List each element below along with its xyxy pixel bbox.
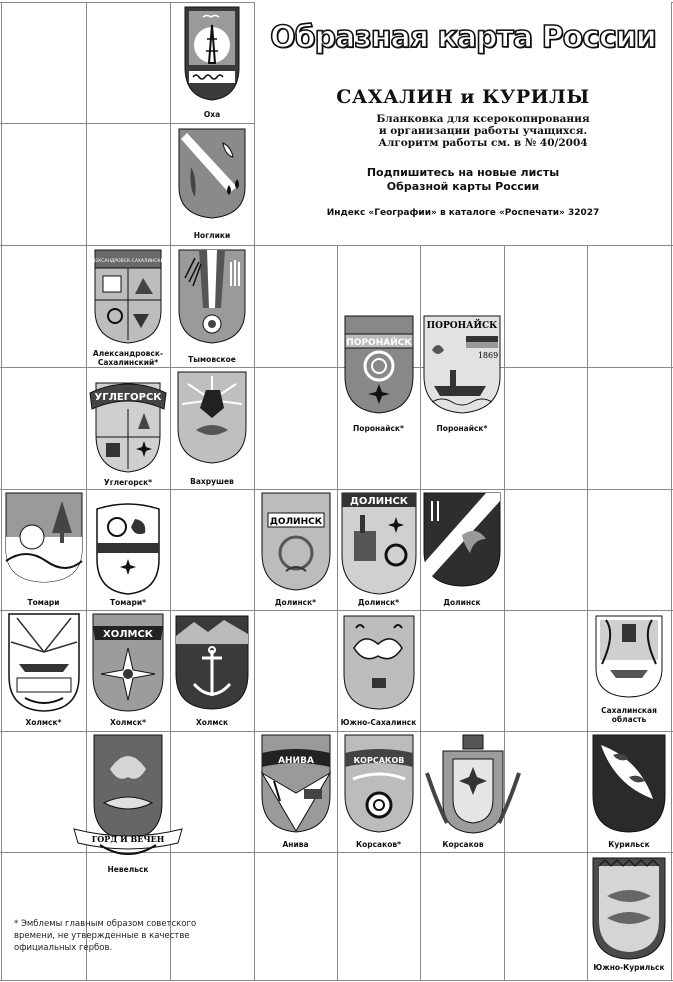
emblem-label: Сахалинская область	[601, 706, 657, 724]
emblem-label: Вахрушев	[190, 477, 234, 486]
emblem-yuzhno-sakhalinsk	[337, 610, 420, 731]
emblem-label: Александровск-Сахалинский*	[92, 349, 164, 367]
emblem-label: Холмск*	[25, 718, 62, 727]
tymovskoe-shield-icon	[177, 248, 247, 344]
nevelsk-ribbon-text: ГОРД И ВЕЧЕН	[91, 834, 165, 844]
emblem-aleksandrovsk	[86, 245, 170, 367]
emblem-dolinsk-2	[337, 489, 420, 610]
aleksandrovsk-shield-icon	[88, 248, 168, 344]
emblem-label: Анива	[282, 840, 309, 849]
emblem-kholmsk-1	[1, 610, 86, 731]
uglegorsk-shield-icon	[88, 369, 168, 473]
korsakov-crowned-shield-icon	[423, 733, 523, 837]
aleks-band-text: АЛЕКСАНДРОВСК-САХАЛИНСКИЙ	[88, 259, 168, 264]
poronaisk2-year: 1869	[477, 351, 499, 360]
emblem-label: Долинск	[443, 598, 481, 607]
emblem-label: Поронайск*	[353, 424, 404, 433]
subscribe-line: Подпишитесь на новые листы	[366, 166, 560, 179]
aniva-shield-icon	[260, 733, 332, 833]
emblem-nogliki	[170, 123, 254, 245]
emblem-label: Тымовское	[188, 355, 236, 364]
emblem-label: Холмск*	[109, 718, 147, 727]
emblem-poronaisk-1	[337, 310, 420, 440]
emblem-tomari-1	[1, 489, 86, 610]
vakhrushev-shield-icon	[176, 370, 248, 464]
poronaisk-ship-shield-icon	[422, 314, 502, 414]
nevelsk-shield-icon	[70, 733, 186, 863]
emblem-label: Оха	[203, 110, 221, 119]
nogliki-shield-icon	[177, 127, 247, 219]
emblem-label: Углегорск*	[103, 478, 153, 487]
emblem-aniva	[254, 731, 337, 852]
kurilsk-shield-icon	[591, 733, 667, 833]
emblem-label: Южно-Сахалинск	[340, 718, 417, 727]
emblem-korsakov-1	[337, 731, 420, 852]
emblem-uglegorsk	[86, 367, 170, 489]
kholmsk-compass-shield-icon	[91, 612, 165, 712]
region-title: САХАЛИН и КУРИЛЫ	[336, 86, 590, 108]
emblem-kholmsk-3	[170, 610, 254, 731]
emblem-sakhalin-oblast	[587, 610, 671, 731]
poronaisk-band-text: ПОРОНАЙСК	[345, 338, 412, 348]
okha-shield-icon	[183, 5, 241, 101]
subtitle-line: Алгоритм работы см. в № 40/2004	[378, 137, 588, 149]
kholmsk2-band-text: ХОЛМСК	[103, 629, 153, 640]
emblem-poronaisk-2	[420, 310, 504, 440]
emblem-label: Томари*	[109, 598, 146, 607]
emblem-tymovskoe	[170, 245, 254, 367]
yuzhno-sakhalinsk-shield-icon	[342, 614, 416, 710]
title-block	[255, 2, 671, 242]
emblem-label: Корсаков	[442, 840, 484, 849]
dolinsk-eagle-shield-icon	[422, 491, 502, 587]
kholmsk-anchor-shield-icon	[174, 614, 250, 710]
poronaisk-shield-icon	[343, 314, 415, 414]
aniva-band-text: АНИВА	[277, 756, 314, 766]
subtitle-line: Бланковка для ксерокопирования	[376, 113, 590, 125]
yuzhno-kurilsk-shield-icon	[591, 856, 667, 960]
emblem-nevelsk	[64, 731, 192, 881]
emblem-yuzhno-kurilsk	[587, 852, 671, 980]
korsakov-band-text: КОРСАКОВ	[353, 756, 404, 765]
dolinsk-factory-shield-icon	[340, 491, 418, 595]
korsakov-shield-icon	[343, 733, 415, 833]
subtitle-line: и организации работы учащихся.	[378, 125, 588, 137]
subscribe-line: Образной карты России	[386, 180, 540, 193]
emblem-tomari-2	[86, 489, 170, 610]
tomari-shield-icon	[4, 491, 84, 583]
emblem-kurilsk	[587, 731, 671, 852]
emblem-label: Поронайск*	[436, 424, 488, 433]
oblast-shield-icon	[594, 614, 664, 698]
emblem-label: Южно-Курильск	[593, 963, 665, 972]
index-line: Индекс «Географии» в каталоге «Роспечати» 32027	[326, 208, 600, 218]
emblem-label: Курильск	[608, 840, 650, 849]
emblem-label: Долинск*	[357, 598, 400, 607]
emblem-label: Ноглики	[193, 231, 231, 240]
tomari-2-shield-icon	[95, 499, 161, 595]
poronaisk2-top-text: ПОРОНАЙСК	[426, 321, 498, 331]
page-title: Образная карта России	[270, 20, 656, 55]
footnote: * Эмблемы главным образом советского времени, не утвержденные в качестве официальных гербов.	[14, 919, 197, 953]
dolinsk-shield-icon	[260, 491, 332, 591]
kholmsk-shield-icon	[7, 612, 81, 712]
uglegorsk-band-text: УГЛЕГОРСК	[94, 392, 162, 403]
dolinsk1-band-text: ДОЛИНСК	[269, 517, 322, 527]
emblem-kholmsk-2	[86, 610, 170, 731]
emblem-korsakov-2	[420, 731, 526, 852]
emblem-label: Корсаков*	[355, 840, 402, 849]
dolinsk2-band-text: ДОЛИНСК	[349, 496, 408, 507]
emblem-label: Долинск*	[274, 598, 317, 607]
emblem-label: Томари	[27, 598, 60, 607]
emblem-label: Невельск	[107, 865, 149, 874]
emblem-label: Холмск	[195, 718, 229, 727]
emblem-okha	[170, 2, 254, 123]
emblem-vakhrushev	[170, 367, 254, 489]
emblem-dolinsk-1	[254, 489, 337, 610]
emblem-dolinsk-3	[420, 489, 504, 610]
